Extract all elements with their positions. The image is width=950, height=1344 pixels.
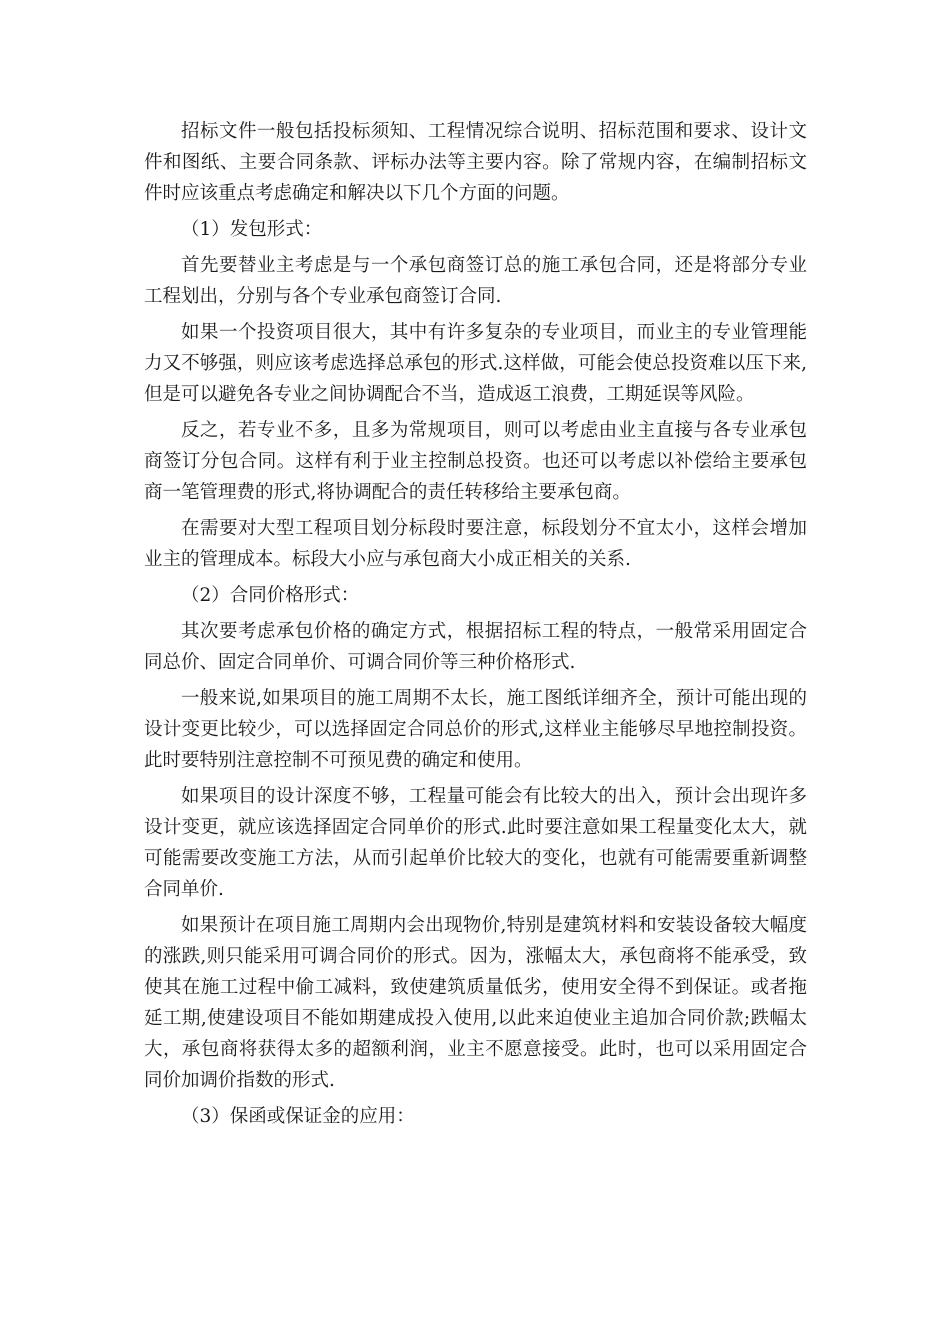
paragraph: 其次要考虑承包价格的确定方式，根据招标工程的特点，一般常采用固定合同总价、固定合同单价、可调合同价等三种价格形式.: [144, 621, 807, 673]
section-heading-2: （2）合同价格形式：: [181, 585, 360, 606]
section-heading-3: （3）保函或保证金的应用：: [181, 1106, 415, 1127]
paragraph-intro: 招标文件一般包括投标须知、工程情况综合说明、招标范围和要求、设计文件和图纸、主要合同条款、评标办法等主要内容。除了常规内容，在编制招标文件时应该重点考虑确定和解决以下几个方面的问题。: [144, 121, 807, 204]
document-body: [144, 116, 807, 1137]
paragraph: 反之，若专业不多，且多为常规项目，则可以考虑由业主直接与各专业承包商签订分包合同。这样有利于业主控制总投资。也还可以考虑以补偿给主要承包商一笔管理费的形式,将协调配合的责任转移给主要承包商。: [144, 420, 807, 503]
paragraph: 如果一个投资项目很大，其中有许多复杂的专业项目，而业主的专业管理能力又不够强，则应该考虑选择总承包的形式.这样做，可能会使总投资难以压下来,但是可以避免各专业之间协调配合不当，造成返工浪费，工期延误等风险。: [144, 322, 807, 405]
paragraph: 如果预计在项目施工周期内会出现物价,特别是建筑材料和安装设备较大幅度的涨跌,则只能采用可调合同价的形式。因为，涨幅太大，承包商将不能承受，致使其在施工过程中偷工减料，致使建筑质量低劣，使用安全得不到保证。或者拖延工期,使建设项目不能如期建成投入使用,以此来迫使业主追加合同价款;跌幅太大，承包商将获得太多的超额利润，业主不愿意接受。此时，也可以采用固定合同价加调价指数的形式.: [144, 915, 807, 1091]
section-heading-1: （1）发包形式：: [181, 219, 323, 240]
paragraph: 如果项目的设计深度不够，工程量可能会有比较大的出入，预计会出现许多设计变更，就应该选择固定合同单价的形式.此时要注意如果工程量变化太大，就可能需要改变施工方法，从而引起单价比较大的变化，也就有可能需要重新调整合同单价.: [144, 786, 807, 900]
paragraph: 一般来说,如果项目的施工周期不太长，施工图纸详细齐全，预计可能出现的设计变更比较少，可以选择固定合同总价的形式,这样业主能够尽早地控制投资。此时要特别注意控制不可预见费的确定和使用。: [144, 688, 807, 771]
paragraph: 在需要对大型工程项目划分标段时要注意，标段划分不宜太小，这样会增加业主的管理成本。标段大小应与承包商大小成正相关的关系.: [144, 518, 807, 570]
paragraph: 首先要替业主考虑是与一个承包商签订总的施工承包合同，还是将部分专业工程划出，分别与各个专业承包商签订合同.: [144, 255, 807, 307]
